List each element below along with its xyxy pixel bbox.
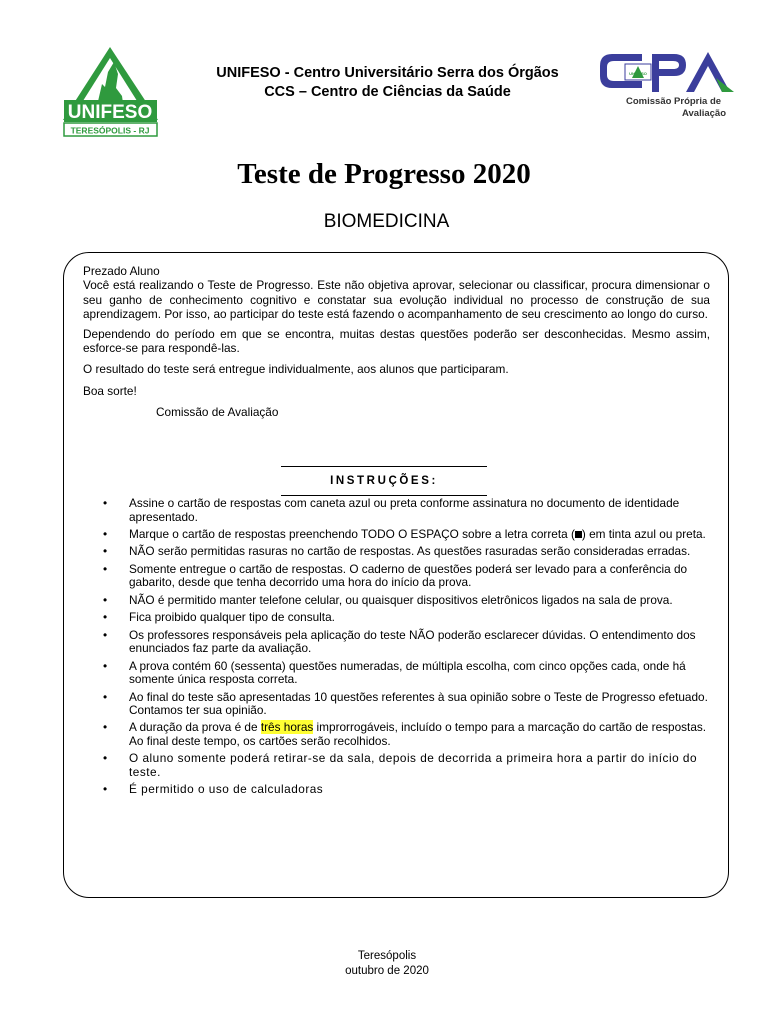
- bullet: •: [103, 658, 108, 673]
- list-item: • Somente entregue o cartão de respostas. O caderno de questões poderá ser levado para a conferência do gabarito, desde que tenha decorrido uma hora do início da prova.: [103, 561, 688, 590]
- center-name: CCS – Centro de Ciências da Saúde: [264, 84, 511, 100]
- footer-date: outubro de 2020: [345, 965, 429, 977]
- greeting: Prezado Aluno: [83, 264, 160, 278]
- letter-paragraph-2: Dependendo do período em que se encontra, muitas destas questões poderão ser desconhecidas. Mesmo assim, esforce-se para respondê-las.: [83, 326, 710, 356]
- bullet: •: [103, 561, 108, 576]
- instructions-heading: INSTRUÇÕES:: [281, 466, 487, 496]
- letter-paragraph-3: O resultado do teste será entregue individualmente, aos alunos que participaram.: [83, 362, 509, 377]
- course-name: BIOMEDICINA: [323, 211, 450, 232]
- unifeso-logo-text: UNIFESO: [67, 102, 153, 123]
- list-item: • Ao final do teste são apresentadas 10 questões referentes à sua opinião sobre o Teste de Progresso efetuado. Contamos ter sua opinião.: [103, 689, 708, 718]
- signer: Comissão de Avaliação: [156, 405, 279, 420]
- footer: [0, 949, 768, 979]
- list-item: • O aluno somente poderá retirar-se da sala, depois de decorrida a primeira hora a partir do início do teste.: [103, 751, 698, 780]
- bullet: •: [103, 544, 108, 559]
- unifeso-logo-subtext: TERESÓPOLIS - RJ: [70, 125, 150, 136]
- cpa-text-1: Comissão Própria de: [626, 96, 722, 107]
- cpa-text-2: Avaliação: [682, 108, 727, 119]
- document-title: Teste de Progresso 2020: [237, 158, 531, 190]
- bullet: •: [103, 496, 108, 510]
- bullet: •: [103, 720, 108, 735]
- highlighted-duration: três horas: [260, 720, 314, 735]
- list-item: • Fica proibido qualquer tipo de consulta.: [103, 610, 335, 625]
- list-item: • A duração da prova é de três horas improrrogáveis, incluído o tempo para a marcação do cartão de respostas. Ao final deste tempo, os cartões serão recolhidos.: [103, 720, 707, 749]
- bullet: •: [103, 610, 108, 625]
- list-item: • Os professores responsáveis pela aplicação do teste NÃO poderão esclarecer dúvidas. O entendimento dos enunciados faz parte da avaliação.: [103, 627, 696, 656]
- institution-name: UNIFESO - Centro Universitário Serra dos Órgãos: [216, 65, 559, 81]
- cpa-badge-text: UNIFESO: [629, 71, 647, 76]
- letter: [83, 264, 710, 420]
- list-item: • Marque o cartão de respostas preenchendo TODO O ESPAÇO sobre a letra correta ( ) em tinta azul ou preta.: [103, 526, 706, 541]
- closing: Boa sorte!: [83, 383, 137, 398]
- bullet: •: [103, 782, 108, 797]
- letter-paragraph-1: Você está realizando o Teste de Progresso. Este não objetiva aprovar, selecionar ou classificar, procura dimensionar o seu ganho de conhecimento cognitivo e constatar sua evolução individual no processo de construção de sua aprendizagem. Por isso, ao participar do teste está fazendo o acompanhamento de seu crescimento ao longo do curso.: [83, 278, 710, 322]
- bullet: •: [103, 592, 108, 607]
- bullet: •: [103, 751, 108, 766]
- list-item: • A prova contém 60 (sessenta) questões numeradas, de múltipla escolha, com cinco opções cada, onde há somente única resposta correta.: [103, 658, 686, 687]
- list-item: • Assine o cartão de respostas com caneta azul ou preta conforme assinatura no documento de identidade apresentado.: [103, 496, 680, 524]
- list-item: • NÃO é permitido manter telefone celular, ou quaisquer dispositivos eletrônicos ligados na sala de prova.: [103, 592, 673, 607]
- bullet: •: [103, 526, 108, 541]
- bullet: •: [103, 627, 108, 642]
- institution-header: [150, 64, 625, 102]
- list-item: • É permitido o uso de calculadoras: [103, 782, 324, 797]
- filled-square-icon: [575, 531, 582, 538]
- bullet: •: [103, 689, 108, 704]
- unifeso-logo: [58, 44, 163, 138]
- instructions-list: [83, 497, 711, 801]
- list-item: • NÃO serão permitidas rasuras no cartão de respostas. As questões rasuradas serão consideradas erradas.: [103, 544, 691, 559]
- footer-city: Teresópolis: [357, 950, 417, 962]
